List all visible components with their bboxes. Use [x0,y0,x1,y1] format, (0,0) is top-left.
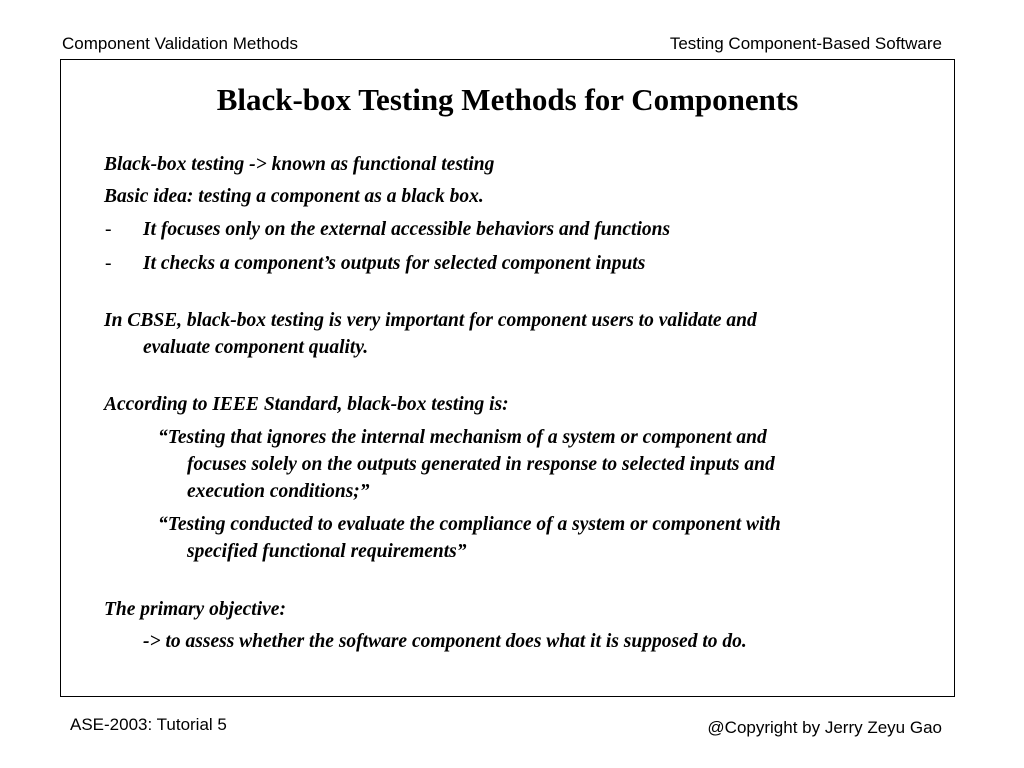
bullet-item-1: It focuses only on the external accessible behaviors and functions [143,219,671,240]
basic-idea-line: Basic idea: testing a component as a black box. [104,186,484,207]
footer-copyright: @Copyright by Jerry Zeyu Gao [707,718,942,737]
slide-frame [60,59,955,697]
footer-left-text: ASE-2003: Tutorial 5 [70,715,227,734]
quote-2-line-2: specified functional requirements” [187,541,467,562]
bullet-item-2: It checks a component’s outputs for selected component inputs [143,253,646,274]
cbse-paragraph-line-2: evaluate component quality. [143,337,369,358]
quote-1-line-2: focuses solely on the outputs generated in response to selected inputs and [187,454,775,475]
bullet-marker-2: - [105,253,112,274]
quote-1-line-3: execution conditions;” [187,481,370,502]
header-right-title: Testing Component-Based Software [669,34,942,53]
quote-1-line-1: “Testing that ignores the internal mechanism of a system or component and [158,427,767,448]
header-left-title: Component Validation Methods [62,34,298,53]
quote-2-line-1: “Testing conducted to evaluate the compliance of a system or component with [158,514,781,535]
definition-line: Black-box testing -> known as functional testing [104,154,495,175]
slide-title: Black-box Testing Methods for Components [216,82,799,117]
bullet-marker-1: - [105,219,112,240]
cbse-paragraph-line-1: In CBSE, black-box testing is very important for component users to validate and [104,310,757,331]
objective-label: The primary objective: [104,599,286,620]
objective-text: -> to assess whether the software component does what it is supposed to do. [143,631,747,652]
ieee-intro: According to IEEE Standard, black-box testing is: [104,394,509,415]
